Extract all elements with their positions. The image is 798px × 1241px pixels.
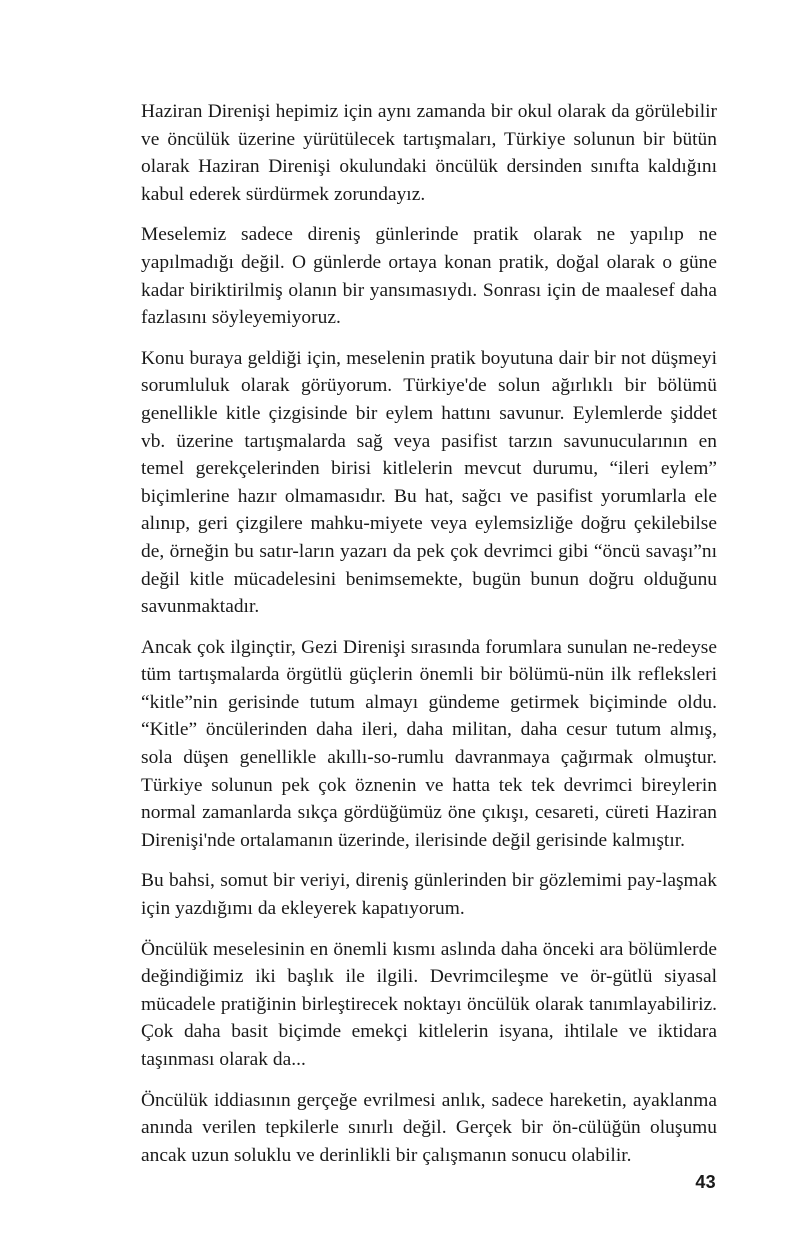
paragraph-1: Haziran Direnişi hepimiz için aynı zamanda bir okul olarak da görülebilir ve öncülük üzerine yürütülecek tartışmaları, Türkiye solunun bir bütün olarak Haziran Direnişi okulundaki öncülük dersinden sınıfta kaldığını kabul ederek sürdürmek zorundayız.	[141, 101, 717, 205]
body-text-column	[141, 98, 717, 1169]
page-number: 43	[695, 1172, 716, 1192]
paragraph-4: Ancak çok ilginçtir, Gezi Direnişi sırasında forumlara sunulan ne-redeyse tüm tartışmalarda örgütlü güçlerin önemli bir bölümü-nün ilk refleksleri “kitle”nin gerisinde tutum almayı gündeme getirmek biçiminde oldu. “Kitle” öncülerinden daha ileri, daha militan, daha cesur tutum almış, sola düşen genellikle akıllı-so-rumlu davranmaya çağırmak olmuştur. Türkiye solunun pek çok öznenin ve hatta tek tek devrimci bireylerin normal zamanlarda sıkça gördüğümüz öne çıkışı, cesareti, cüreti Haziran Direnişi'nde ortalamanın üzerinde, ilerisinde değil gerisinde kalmıştır.	[141, 636, 717, 851]
paragraph-7: Öncülük iddiasının gerçeğe evrilmesi anlık, sadece hareketin, ayaklanma anında verilen tepkilerle sınırlı değil. Gerçek bir ön-cülüğün oluşumu ancak uzun soluklu ve derinlikli bir çalışmanın sonucu olabilir.	[141, 1089, 717, 1166]
paragraph-6: Öncülük meselesinin en önemli kısmı aslında daha önceki ara bölümlerde değindiğimiz iki başlık ile ilgili. Devrimcileşme ve ör-gütlü siyasal mücadele pratiğinin birleştirecek noktayı öncülük olarak tanımlayabiliriz. Çok daha basit biçimde emekçi kitlelerin isyana, ihtilale ve iktidara taşınması olarak da...	[141, 938, 717, 1070]
paragraph-5: Bu bahsi, somut bir veriyi, direniş günlerinden bir gözlemimi pay-laşmak için yazdığımı da ekleyerek kapatıyorum.	[141, 870, 717, 920]
paragraph-2: Meselemiz sadece direniş günlerinde pratik olarak ne yapılıp ne yapılmadığı değil. O günlerde ortaya konan pratik, doğal olarak o güne kadar biriktirilmiş olanın bir yansımasıydı. Sonrası için de maalesef daha fazlasını söyleyemiyoruz.	[141, 224, 717, 329]
paragraph-3: Konu buraya geldiği için, meselenin pratik boyutuna dair bir not düşmeyi sorumluluk olarak görüyorum. Türkiye'de solun ağırlıklı bir bölümü genellikle kitle çizgisinde bir eylem hattını savunur. Eylemlerde şiddet vb. üzerine tartışmalarda sağ veya pasifist tarzın savunucularının en temel gerekçelerinden birisi kitlelerin mevcut durumu, “ileri eylem” biçimlerine hazır olmamasıdır. Bu hat, sağcı ve pasifist yorumlarla ele alınıp, geri çizgilere mahku-miyete veya eylemsizliğe doğru çekilebilse de, örneğin bu satır-ların yazarı da pek çok devrimci gibi “öncü savaşı”nı değil kitle mücadelesini benimsemekte, bugün bunun doğru olduğunu savunmaktadır.	[141, 347, 717, 618]
